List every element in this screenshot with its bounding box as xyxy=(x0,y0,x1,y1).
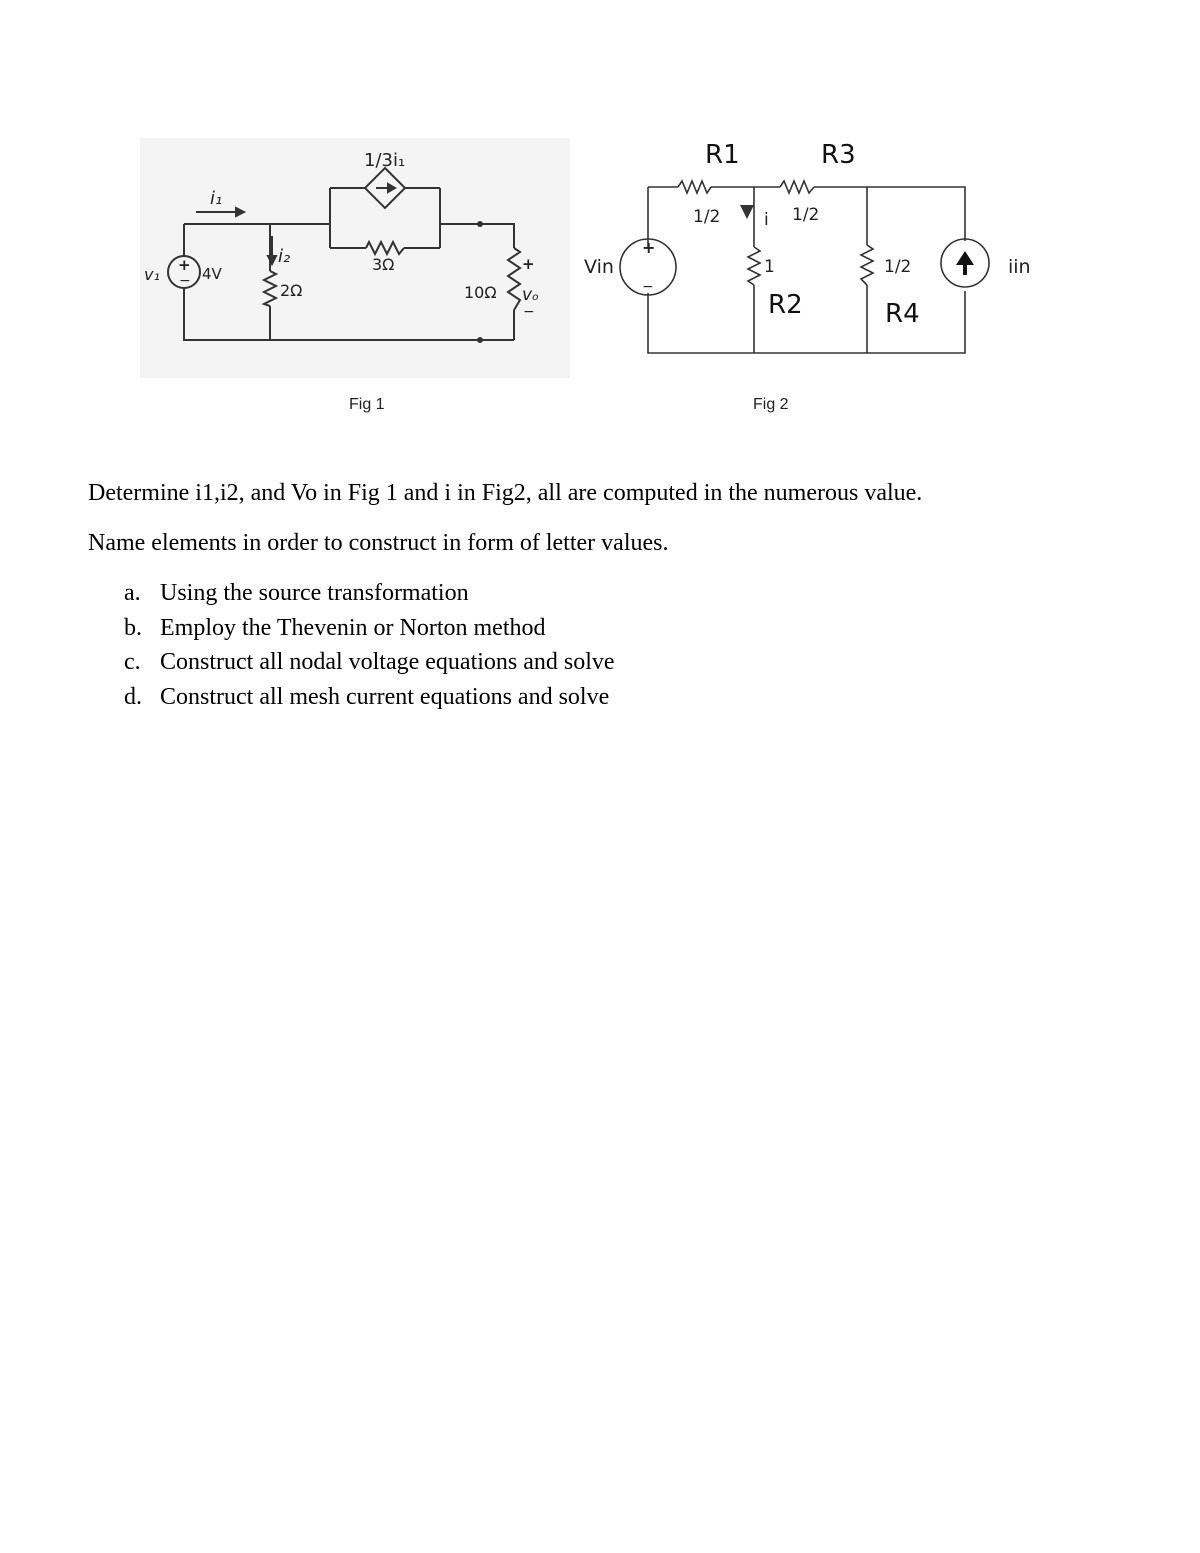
current-i-label: i xyxy=(764,210,769,230)
figure-1-caption: Fig 1 xyxy=(349,396,385,413)
dependent-source-label: 1/3i₁ xyxy=(364,150,406,171)
source-name-label: v₁ xyxy=(144,265,160,284)
question-line-2: Name elements in order to construct in form of letter values. xyxy=(88,530,669,556)
source-minus-sign: − xyxy=(179,273,191,289)
figure-background xyxy=(140,138,570,378)
vo-label: vₒ xyxy=(522,285,540,305)
circuit-figure-2 xyxy=(570,135,1050,365)
r1-value-label: 1/2 xyxy=(693,207,721,227)
resistor-r2 xyxy=(748,247,760,285)
r2-name-label: R2 xyxy=(768,290,803,320)
vin-minus-sign: − xyxy=(642,279,654,295)
r4-name-label: R4 xyxy=(885,299,920,329)
resistor-2ohm-label: 2Ω xyxy=(280,281,303,300)
figure-2-caption: Fig 2 xyxy=(753,396,789,413)
r2-value-label: 1 xyxy=(764,257,775,277)
list-item-text: Using the source transformation xyxy=(160,580,469,606)
source-value-label: 4V xyxy=(202,265,222,283)
iin-label: iin xyxy=(1008,256,1031,278)
list-item-text: Employ the Thevenin or Norton method xyxy=(160,614,546,641)
resistor-r3 xyxy=(780,181,814,193)
question-line-1: Determine i1,i2, and Vo in Fig 1 and i in Fig2, all are computed in the numerous value. xyxy=(88,480,923,506)
list-marker: c. xyxy=(124,649,141,675)
resistor-r4 xyxy=(861,245,873,285)
list-marker: a. xyxy=(124,580,141,606)
vo-plus-sign: + xyxy=(522,255,535,273)
list-marker: b. xyxy=(124,614,142,641)
vin-plus-sign: + xyxy=(642,238,656,257)
source-plus-sign: + xyxy=(178,256,191,274)
r1-name-label: R1 xyxy=(705,140,740,170)
current-i1-label: i₁ xyxy=(210,188,223,209)
resistor-3ohm-label: 3Ω xyxy=(372,255,395,274)
terminal-dot xyxy=(477,221,483,227)
arrow-head-icon xyxy=(956,251,974,265)
terminal-dot xyxy=(477,337,483,343)
list-item-text: Construct all mesh current equations and solve xyxy=(160,683,610,710)
list-item-text: Construct all nodal voltage equations and solve xyxy=(160,649,615,675)
vin-label: Vin xyxy=(584,256,614,278)
circuit-figure-1 xyxy=(140,138,570,378)
wire xyxy=(814,187,965,241)
r3-value-label: 1/2 xyxy=(792,205,820,225)
resistor-10ohm-label: 10Ω xyxy=(464,283,497,302)
r4-value-label: 1/2 xyxy=(884,257,912,277)
r3-name-label: R3 xyxy=(821,140,856,170)
current-i-arrow-icon xyxy=(740,205,754,219)
list-marker: d. xyxy=(124,683,142,710)
current-i2-label: i₂ xyxy=(278,246,291,267)
vo-minus-sign: − xyxy=(523,304,535,320)
resistor-r1 xyxy=(678,181,711,193)
